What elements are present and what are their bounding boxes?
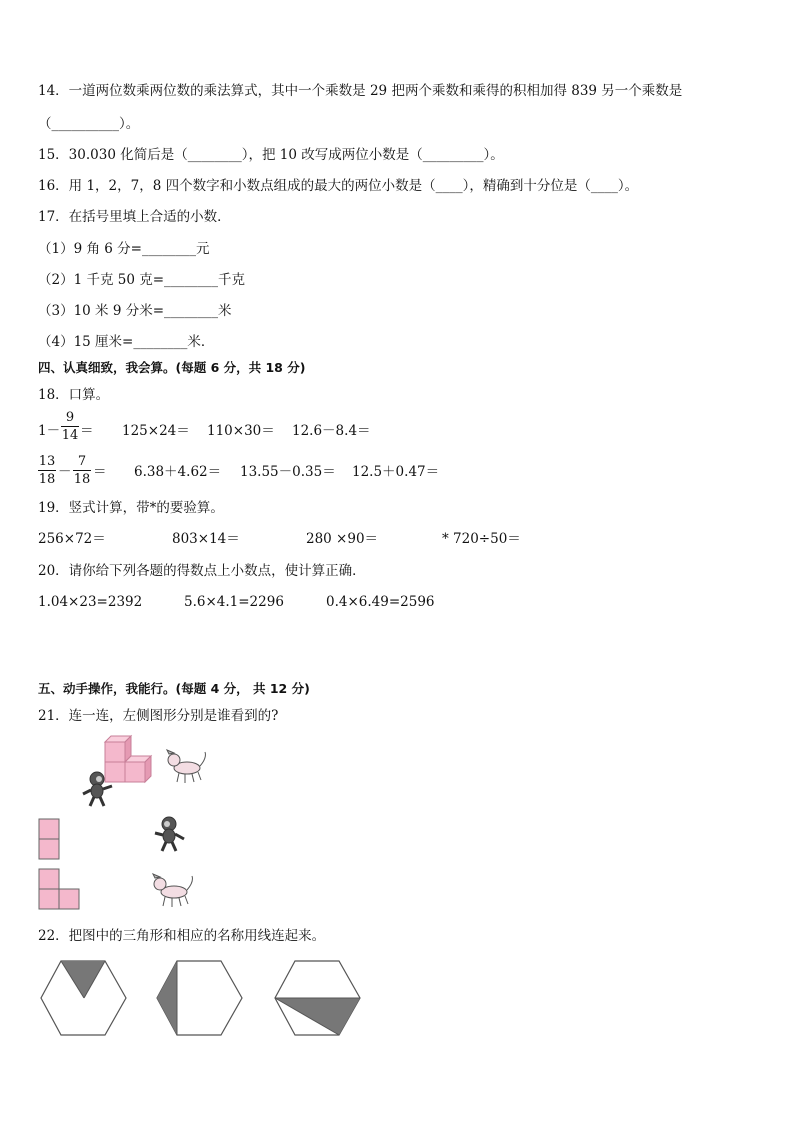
q17-item-3: （3）10 米 9 分米=________米 — [38, 303, 232, 319]
fraction-denominator: 18 — [73, 472, 91, 487]
fraction-numerator: 7 — [77, 454, 87, 469]
q19-item-4: * 720÷50＝ — [442, 531, 521, 547]
q21-title: 21．连一连，左侧图形分别是谁看到的? — [38, 708, 279, 724]
q17-title: 17．在括号里填上合适的小数． — [38, 209, 231, 225]
q22-title: 22．把图中的三角形和相应的名称用线连起来。 — [38, 928, 326, 944]
q20-item-2: 5.6×4.1=2296 — [184, 594, 284, 610]
q18-r2-fraction-1 — [38, 454, 56, 487]
dog-icon — [165, 748, 210, 788]
q14-line1: 14．一道两位数乘两位数的乘法算式，其中一个乘数是 29 把两个乘数和乘得的积相加得 839 另一个乘数是 — [38, 83, 683, 99]
fraction-numerator: 13 — [38, 454, 56, 469]
q19-item-3: 280 ×90＝ — [306, 531, 379, 547]
side-view-l-shape — [38, 868, 82, 910]
q18-r2-item-2: 13.55－0.35＝ — [240, 464, 336, 480]
q18-r2-equals: ＝ — [93, 464, 107, 480]
fraction-bar — [38, 470, 56, 471]
q18-r2-item-3: 12.5＋0.47＝ — [352, 464, 440, 480]
fraction-numerator: 9 — [65, 410, 75, 425]
q20-item-1: 1.04×23=2392 — [38, 594, 143, 610]
front-view-two-squares — [38, 818, 62, 860]
q18-r1-item-3: 12.6－8.4＝ — [292, 423, 371, 439]
hexagon-figure-1[interactable] — [40, 960, 128, 1036]
q17-item-2: （2）1 千克 50 克=________千克 — [38, 272, 246, 288]
q17-item-4: （4）15 厘米=________米． — [38, 334, 215, 350]
monkey-icon — [80, 770, 116, 810]
fraction-denominator: 18 — [38, 472, 56, 487]
q19-item-2: 803×14＝ — [172, 531, 240, 547]
q15-text: 15．30.030 化简后是（________），把 10 改写成两位小数是（_________）。 — [38, 147, 504, 163]
fraction-bar — [73, 470, 91, 471]
q18-r2-fraction-2 — [73, 454, 91, 487]
q18-r1-prefix: 1－ — [38, 423, 61, 439]
q19-item-1: 256×72＝ — [38, 531, 106, 547]
q19-title: 19．竖式计算，带*的要验算。 — [38, 500, 224, 516]
monkey-icon — [152, 815, 188, 855]
q17-item-1: （1）9 角 6 分=________元 — [38, 241, 210, 257]
q18-r1-equals: ＝ — [80, 423, 94, 439]
q18-r2-minus: － — [58, 464, 72, 480]
q18-r1-fraction — [61, 410, 79, 443]
q18-r1-item-2: 110×30＝ — [207, 423, 275, 439]
q18-r2-item-1: 6.38＋4.62＝ — [134, 464, 222, 480]
q20-item-3: 0.4×6.49=2596 — [326, 594, 435, 610]
hexagon-figure-3[interactable] — [274, 960, 362, 1036]
q14-answer-blank[interactable]: （__________）。 — [38, 116, 140, 132]
fraction-denominator: 14 — [61, 428, 79, 443]
hexagon-figure-2[interactable] — [156, 960, 244, 1036]
section-4-heading: 四、认真细致，我会算。(每题 6 分，共 18 分) — [38, 360, 306, 375]
section-5-heading: 五、动手操作，我能行。(每题 4 分， 共 12 分) — [38, 681, 310, 696]
fraction-bar — [61, 426, 79, 427]
q16-text: 16．用 1，2，7，8 四个数字和小数点组成的最大的两位小数是（____），精确到十分位是（____）。 — [38, 178, 639, 194]
dog-icon — [150, 872, 195, 912]
q18-title: 18．口算。 — [38, 387, 110, 403]
q20-title: 20．请你给下列各题的得数点上小数点，使计算正确． — [38, 563, 366, 579]
q18-r1-item-1: 125×24＝ — [122, 423, 190, 439]
